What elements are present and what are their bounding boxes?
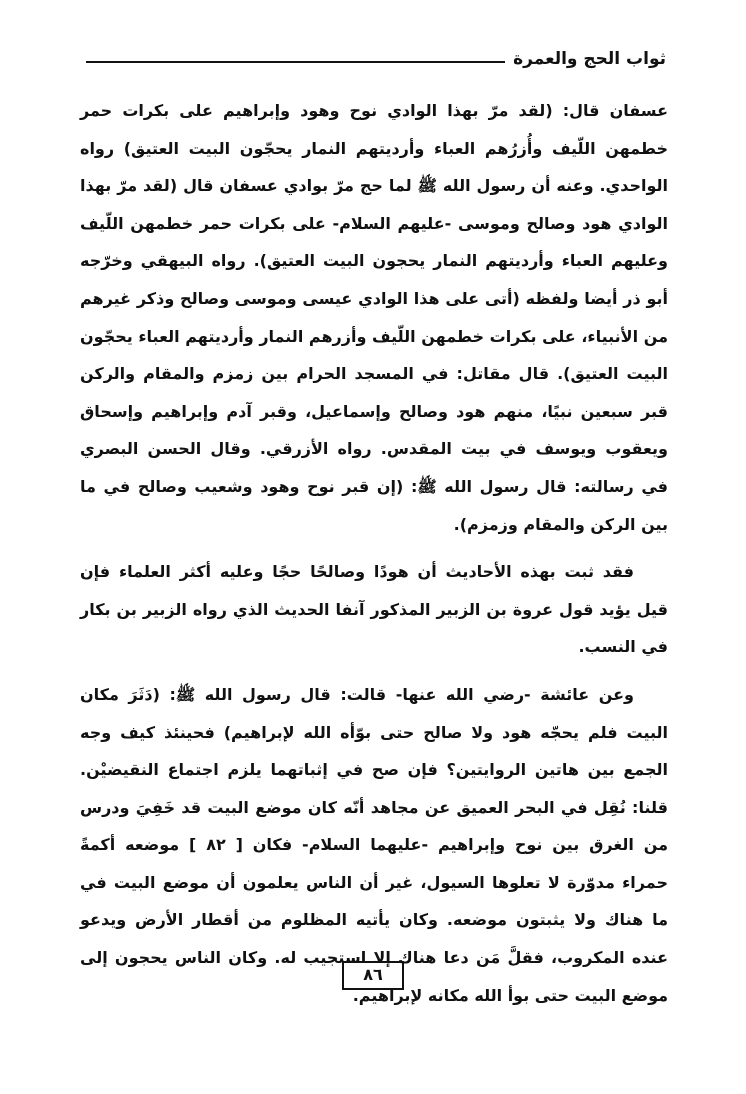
body-text: [80, 92, 668, 1024]
paragraph-1: عسفان قال: (لقد مرّ بهذا الوادي نوح وهود وإبراهيم على بكرات حمر خطمهن اللّيف وأُزرُهم العباء وأرديتهم النمار يحجّون البيت العتيق) رواه الواحدي. وعنه أن رسول الله ﷺ لما حج مرّ بوادي عسفان قال (لقد مرّ بهذا الوادي هود وصالح وموسى -عليهم السلام- على بكرات حمر خطمهن اللّيف وعليهم العباء وأرديتهم النمار يحجون البيت العتيق). رواه البيهقي وخرّجه أبو ذر أيضا ولفظه (أتى على هذا الوادي عيسى وموسى وصالح وذكر غيرهم من الأنبياء، على بكرات خطمهن اللّيف وأزرهم النمار وأرديتهم العباء يحجّون البيت العتيق). قال مقاتل: في المسجد الحرام بين زمزم والمقام والركن قبر سبعين نبيًا، منهم هود وصالح وإسماعيل، وقبر آدم وإبراهيم وإسحاق ويعقوب ويوسف في بيت المقدس. رواه الأزرقي. وقال الحسن البصري في رسالته: قال رسول الله ﷺ: (إن قبر نوح وهود وشعيب وصالح في ما بين الركن والمقام وزمزم).: [80, 101, 668, 534]
paragraph-3: وعن عائشة -رضي الله عنها- قالت: قال رسول الله ﷺ: (دَثَرَ مكان البيت فلم يحجّه هود ولا صالح حتى بوّأه الله لإبراهيم) فحينئذ كيف وجه الجمع بين هاتين الروايتين؟ فإن صح في إثباتهما يلزم اجتماع النقيضيْن. قلنا: نُقِل في البحر العميق عن مجاهد أنّه كان موضع البيت قد خَفِيَ ودرس من الغرق بين نوح وإبراهيم -عليهما السلام- فكان [ ٨٢ ] موضعه أكمةً حمراء مدوّرة لا تعلوها السيول، غير أن الناس يعلمون أن موضع البيت في ما هناك ولا يثبتون موضعه. وكان يأتيه المظلوم من أقطار الأرض ويدعو عنده المكروب، فقلَّ مَن دعا هناك إلا استجيب له. وكان الناس يحجون إلى موضع البيت حتى بوأ الله مكانه لإبراهيم.: [80, 684, 669, 1005]
running-title: ثواب الحج والعمرة: [513, 49, 666, 69]
page-header: [86, 40, 666, 68]
page-number: ٨٦: [342, 961, 404, 990]
paragraph-2: فقد ثبت بهذه الأحاديث أن هودًا وصالحًا حجًا وعليه أكثر العلماء فإن قيل يؤيد قول عروة بن الزبير المذكور آنفا الحديث الذي رواه الزبير بن بكار في النسب.: [80, 562, 668, 657]
page-footer: [0, 961, 746, 990]
header-rule: [86, 61, 505, 63]
